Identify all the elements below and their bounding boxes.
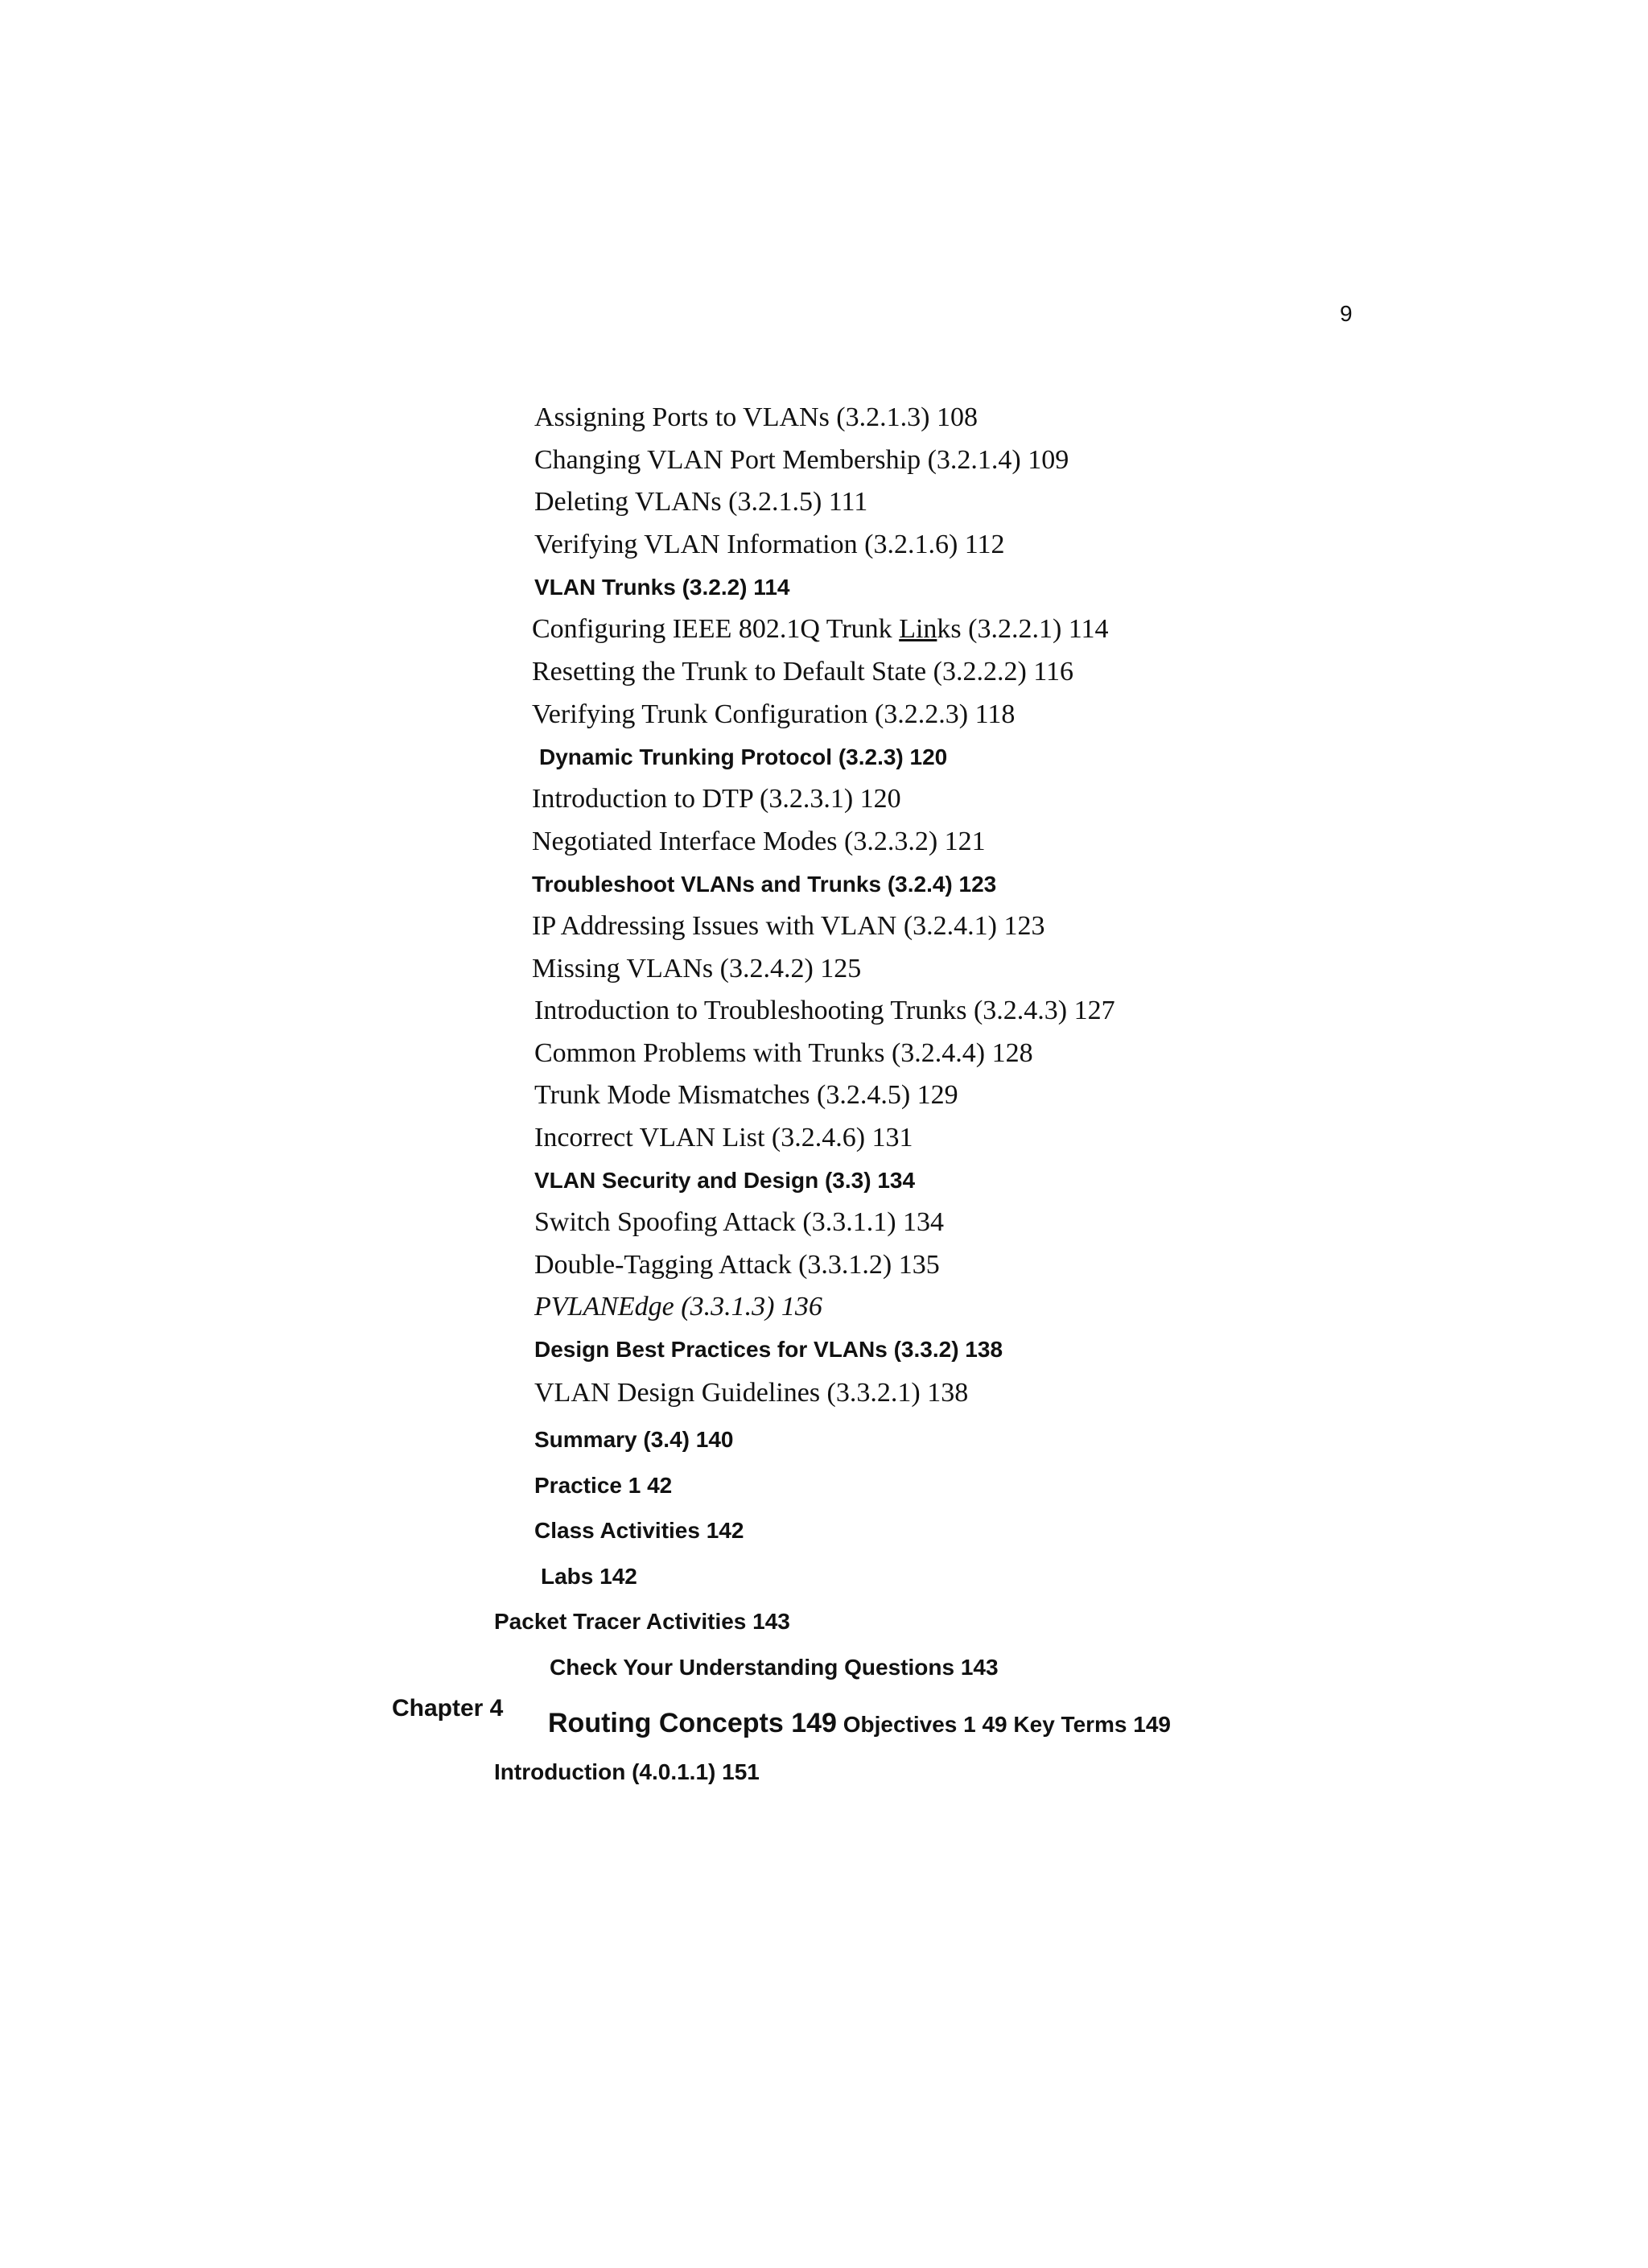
toc-entry-switch-spoofing: Switch Spoofing Attack (3.3.1.1) 134 xyxy=(534,1207,945,1237)
chapter-title-line xyxy=(548,1708,1171,1739)
toc-heading-vlan-trunks: VLAN Trunks (3.2.2) 114 xyxy=(534,575,790,600)
toc-entry-design-guidelines: VLAN Design Guidelines (3.3.2.1) 138 xyxy=(534,1378,969,1408)
toc-entry-configuring-trunk-end: ks (3.2.2.1) 114 xyxy=(937,614,1109,644)
toc-heading-dtp: Dynamic Trunking Protocol (3.2.3) 120 xyxy=(539,744,948,769)
toc-entry-negotiated-modes: Negotiated Interface Modes (3.2.3.2) 121 xyxy=(532,827,986,856)
toc-heading-check-understanding: Check Your Understanding Questions 143 xyxy=(550,1655,999,1680)
toc-entry-intro-troubleshooting: Introduction to Troubleshooting Trunks (3.2.4.3) 127 xyxy=(534,996,1115,1025)
toc-entry-configuring-trunk-underlined: Lin xyxy=(899,614,937,644)
toc-heading-summary: Summary (3.4) 140 xyxy=(534,1427,734,1452)
chapter-title-rest: Objectives 1 49 Key Terms 149 xyxy=(836,1712,1172,1737)
toc-entry-common-problems: Common Problems with Trunks (3.2.4.4) 128 xyxy=(534,1038,1033,1068)
toc-heading-best-practices: Design Best Practices for VLANs (3.3.2) 138 xyxy=(534,1337,1003,1362)
toc-entry-verifying-trunk: Verifying Trunk Configuration (3.2.2.3) 118 xyxy=(532,699,1016,729)
chapter-title: Routing Concepts 149 xyxy=(548,1708,837,1738)
toc-heading-troubleshoot: Troubleshoot VLANs and Trunks (3.2.4) 123 xyxy=(532,872,997,897)
toc-entry-assigning-ports: Assigning Ports to VLANs (3.2.1.3) 108 xyxy=(534,402,978,432)
toc-entry-missing-vlans: Missing VLANs (3.2.4.2) 125 xyxy=(532,954,862,983)
toc-entry-configuring-trunk xyxy=(532,616,1109,643)
toc-heading-introduction: Introduction (4.0.1.1) 151 xyxy=(494,1759,760,1784)
toc-entry-configuring-trunk-start: Configuring IEEE 802.1Q Trunk xyxy=(532,614,900,644)
toc-entry-resetting-trunk: Resetting the Trunk to Default State (3.2.2.2) 116 xyxy=(532,657,1074,687)
page-number: 9 xyxy=(1340,301,1353,326)
toc-entry-ip-addressing: IP Addressing Issues with VLAN (3.2.4.1) 123 xyxy=(532,911,1045,941)
toc-heading-labs: Labs 142 xyxy=(541,1564,637,1589)
toc-entry-deleting-vlans: Deleting VLANs (3.2.1.5) 111 xyxy=(534,487,868,517)
toc-heading-packet-tracer: Packet Tracer Activities 143 xyxy=(494,1609,790,1634)
toc-heading-practice: Practice 1 42 xyxy=(534,1473,673,1498)
toc-entry-changing-membership: Changing VLAN Port Membership (3.2.1.4) 109 xyxy=(534,445,1069,475)
toc-heading-class-activities: Class Activities 142 xyxy=(534,1518,744,1543)
toc-entry-verifying-vlan-info: Verifying VLAN Information (3.2.1.6) 112 xyxy=(534,530,1005,559)
toc-entry-mode-mismatches: Trunk Mode Mismatches (3.2.4.5) 129 xyxy=(534,1080,958,1110)
toc-entry-pvlanedge: PVLANEdge (3.3.1.3) 136 xyxy=(534,1292,822,1322)
chapter-label: Chapter 4 xyxy=(392,1695,504,1722)
toc-entry-double-tagging: Double-Tagging Attack (3.3.1.2) 135 xyxy=(534,1250,940,1280)
toc-entry-intro-dtp: Introduction to DTP (3.2.3.1) 120 xyxy=(532,784,901,814)
toc-entry-incorrect-vlan-list: Incorrect VLAN List (3.2.4.6) 131 xyxy=(534,1123,913,1153)
toc-heading-security-design: VLAN Security and Design (3.3) 134 xyxy=(534,1168,916,1193)
